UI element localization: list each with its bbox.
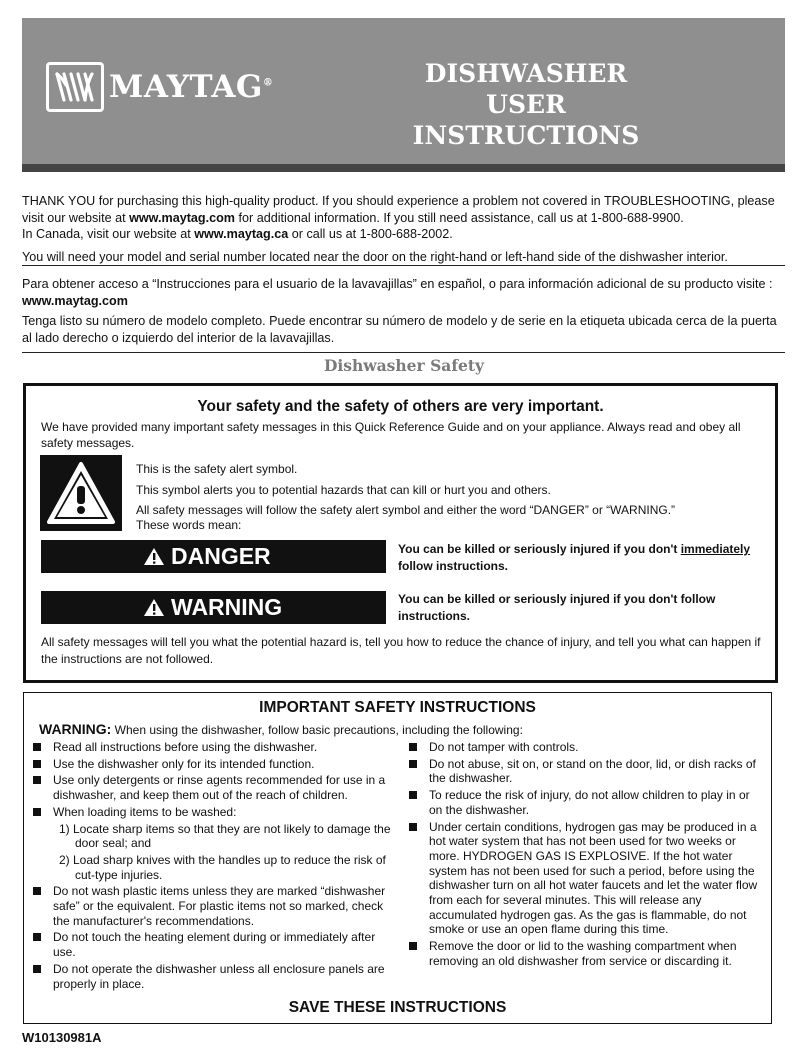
safety-intro: We have provided many important safety messages in this Quick Reference Guide and on your appliance. Always read and obey all safety messages.: [41, 420, 741, 450]
maytag-logo: [46, 62, 273, 112]
warning-description: You can be killed or seriously injured if you don't follow instructions.: [398, 592, 716, 623]
spanish-access: Para obtener acceso a “Instrucciones para el usuario de la lavavajillas” en español, o para información adicional de su producto visite : www.maytag.com: [22, 277, 773, 308]
danger-label: DANGER: [171, 543, 271, 569]
list-item: When loading items to be washed:: [30, 805, 398, 820]
isi-heading: IMPORTANT SAFETY INSTRUCTIONS: [259, 699, 536, 716]
alert-line-3: All safety messages will follow the safety alert symbol and either the word “DANGER” or “WARNING.” These words mean:: [136, 503, 676, 532]
sub-item: 2) Load sharp knives with the handles up to reduce the risk of cut-type injuries.: [59, 852, 386, 882]
list-item: Do not operate the dishwasher unless all enclosure panels are properly in place.: [30, 962, 398, 991]
section-title-dishwasher-safety: Dishwasher Safety: [323, 356, 485, 375]
isi-left-column: [30, 740, 398, 993]
maytag-logo-icon: [46, 62, 104, 112]
spanish-website-link[interactable]: www.maytag.com: [22, 293, 128, 308]
list-item: Under certain conditions, hydrogen gas may be produced in a hot water system that has not been used for two weeks or more. HYDROGEN GAS IS EXPLOSIVE. If the hot water system has not been used for such a period, before using the dishwasher turn on all hot water faucets and let the water flow from each for several minutes. This will release any accumulated hydrogen gas. As the gas is flammable, do not smoke or use an open flame during this time.: [406, 820, 760, 938]
list-item: Remove the door or lid to the washing compartment when removing an old dishwasher from service or discarding it.: [406, 939, 760, 968]
spanish-section: [22, 276, 787, 350]
save-instructions: SAVE THESE INSTRUCTIONS: [288, 999, 507, 1016]
alert-line-2: This symbol alerts you to potential hazards that can kill or hurt you and others.: [136, 482, 551, 497]
safety-box: [23, 383, 778, 683]
page-title: [370, 58, 682, 151]
warning-label: WARNING: [171, 594, 283, 620]
isi-warning: WARNING: When using the dishwasher, follow basic precautions, including the following:: [39, 721, 523, 737]
list-item: To reduce the risk of injury, do not allow children to play in or on the dishwasher.: [406, 788, 760, 817]
title-line-1: DISHWASHER: [424, 59, 628, 88]
isi-right-column: [406, 740, 760, 971]
spanish-model: Tenga listo su número de modelo completo. Puede encontrar su número de modelo y de serie en la etiqueta ubicada cerca de la puerta al lado derecho o izquierdo del interior de la lavavajillas.: [22, 314, 777, 345]
brand-name: MAYTAG®: [109, 69, 274, 105]
list-item: Read all instructions before using the dishwasher.: [30, 740, 398, 755]
intro-section: [22, 193, 787, 271]
safety-alert-icon: [40, 455, 122, 531]
danger-signal-bar: [41, 540, 386, 573]
divider: [22, 352, 785, 353]
title-line-2: USER INSTRUCTIONS: [412, 90, 640, 150]
safety-alert-description: [136, 459, 746, 533]
danger-alert-icon: [143, 547, 165, 566]
safety-footer: All safety messages will tell you what the potential hazard is, tell you how to reduce the chance of injury, and tell you what can happen if the instructions are not followed.: [41, 635, 761, 666]
warning-alert-icon: [143, 598, 165, 617]
list-item: Use only detergents or rinse agents recommended for use in a dishwasher, and keep them out of the reach of children.: [30, 773, 398, 802]
important-safety-instructions-box: [23, 692, 772, 1024]
list-item: Use the dishwasher only for its intended function.: [30, 757, 398, 772]
maytag-canada-link[interactable]: www.maytag.ca: [194, 227, 289, 241]
safety-heading: Your safety and the safety of others are very important.: [197, 398, 604, 415]
list-item: Do not touch the heating element during or immediately after use.: [30, 930, 398, 959]
intro-model-number: You will need your model and serial number located near the door on the right-hand or left-hand side of the dishwasher interior.: [22, 249, 728, 264]
list-item: Do not wash plastic items unless they are marked “dishwasher safe” or the equivalent. For plastic items not so marked, check the manufacturer's recommendations.: [30, 884, 398, 928]
sub-item: 1) Locate sharp items so that they are not likely to damage the door seal; and: [59, 821, 391, 851]
divider: [22, 265, 785, 266]
list-item: Do not tamper with controls.: [406, 740, 760, 755]
danger-description: You can be killed or seriously injured if you don't immediately follow instructions.: [398, 542, 751, 573]
list-item: Do not abuse, sit on, or stand on the door, lid, or dish racks of the dishwasher.: [406, 757, 760, 786]
document-number: W10130981A: [22, 1030, 102, 1045]
header-banner-edge: [22, 164, 785, 172]
intro-thank-you: THANK YOU for purchasing this high-quality product. If you should experience a problem not covered in TROUBLESHOOTING, please visit our website at www.maytag.com for additional information. If you still need assistance, call us at 1-800-688-9900. In Canada, visit our website at www.maytag.ca or call us at 1-800-688-2002.: [22, 194, 775, 241]
maytag-website-link[interactable]: www.maytag.com: [129, 210, 236, 225]
alert-line-1: This is the safety alert symbol.: [136, 462, 298, 476]
warning-signal-bar: [41, 591, 386, 624]
